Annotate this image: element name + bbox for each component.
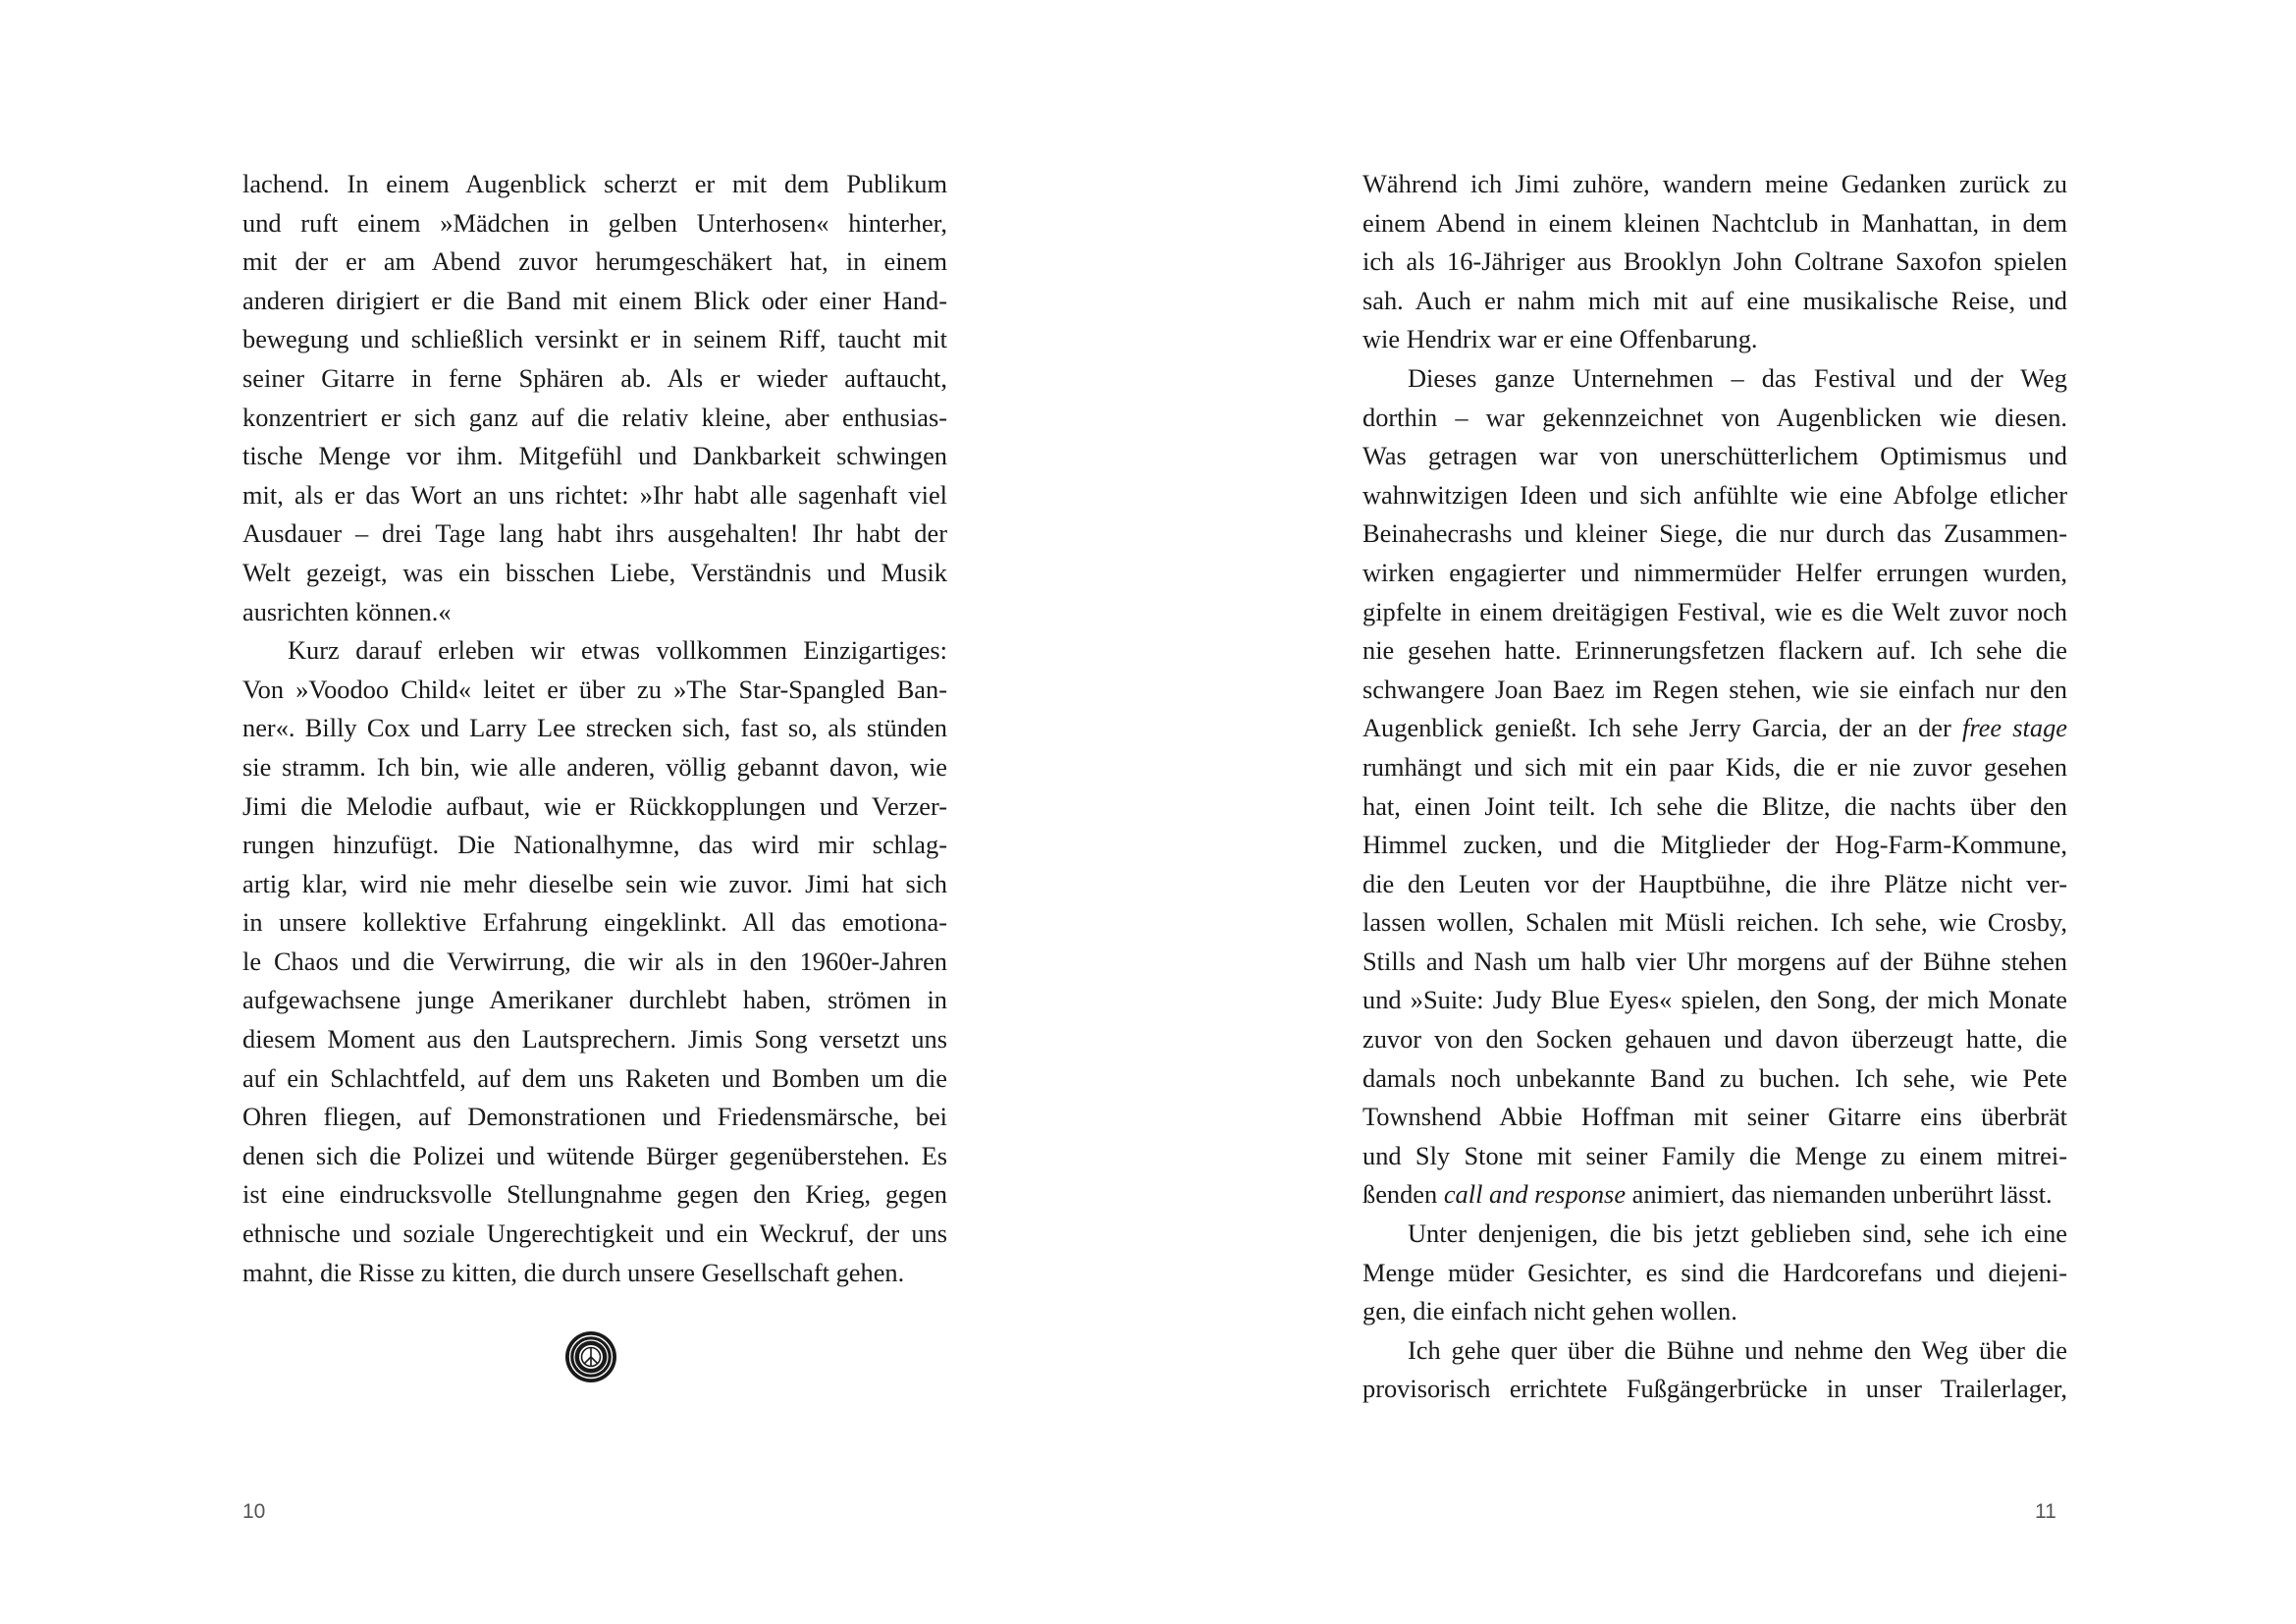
text-line: Von »Voodoo Child« leitet er über zu »The Star-Spangled Ban-	[242, 674, 947, 704]
text-line: und »Suite: Judy Blue Eyes« spielen, den Song, der mich Monate	[1362, 985, 2067, 1015]
text-line: aufgewachsene junge Amerikaner durchlebt haben, strömen in	[242, 985, 947, 1015]
text-line: hat, einen Joint teilt. Ich sehe die Blitze, die nachts über den	[1362, 790, 2067, 821]
italic-term: call and response	[1443, 1179, 1627, 1210]
text-line: ich als 16-Jähriger aus Brooklyn John Coltrane Saxofon spielen	[1362, 246, 2067, 277]
text-line: sie stramm. Ich bin, wie alle anderen, völlig gebannt davon, wie	[242, 751, 947, 782]
text-line: Menge müder Gesichter, es sind die Hardcorefans und diejeni-	[1362, 1257, 2067, 1287]
right-page	[1148, 0, 2296, 1624]
text-line: Townshend Abbie Hoffman mit seiner Gitarre eins überbrät	[1362, 1102, 2067, 1132]
text-line: einem Abend in einem kleinen Nachtclub in Manhattan, in dem	[1362, 207, 2067, 238]
text-line: Stills and Nash um halb vier Uhr morgens auf der Bühne stehen	[1362, 946, 2067, 976]
text-line: tische Menge vor ihm. Mitgefühl und Dankbarkeit schwingen	[242, 441, 947, 471]
text-line: wie Hendrix war er eine Offenbarung.	[1362, 324, 1758, 354]
right-page-text	[1362, 165, 2067, 1409]
text-line	[1362, 1175, 2067, 1215]
text-line: provisorisch errichtete Fußgängerbrücke in unser Trailerlager,	[1362, 1374, 2067, 1404]
text-line: mit, als er das Wort an uns richtet: »Ihr habt alle sagenhaft viel	[242, 479, 947, 510]
text-line: auf ein Schlachtfeld, auf dem uns Raketen und Bomben um die	[242, 1062, 947, 1093]
text-line: zuvor von den Socken gehauen und davon überzeugt hatte, die	[1362, 1024, 2067, 1055]
text-line: damals noch unbekannte Band zu buchen. Ich sehe, wie Pete	[1362, 1062, 2067, 1093]
text-line: die den Leuten vor der Hauptbühne, die ihre Plätze nicht ver-	[1362, 868, 2067, 898]
text-line: le Chaos und die Verwirrung, die wir als in den 1960er-Jahren	[242, 946, 947, 976]
text-run: Augenblick genießt. Ich sehe Jerry Garcia, der an der	[1362, 713, 1951, 743]
text-line: rungen hinzufügt. Die Nationalhymne, das wird mir schlag-	[242, 830, 947, 860]
text-line: konzentriert er sich ganz auf die relativ kleine, aber enthusias-	[242, 402, 947, 432]
text-line: denen sich die Polizei und wütende Bürger gegenüberstehen. Es	[242, 1140, 947, 1170]
text-line: Ich gehe quer über die Bühne und nehme den Weg über die	[1408, 1334, 2067, 1365]
text-line: ethnische und soziale Ungerechtigkeit und ein Weckruf, der uns	[242, 1218, 947, 1249]
text-line: Jimi die Melodie aufbaut, wie er Rückkopplungen und Verzer-	[242, 790, 947, 821]
text-line: schwangere Joan Baez im Regen stehen, wie sie einfach nur den	[1362, 674, 2067, 704]
text-line: Ausdauer – drei Tage lang habt ihrs ausgehalten! Ihr habt der	[242, 518, 947, 549]
text-line: rumhängt und sich mit ein paar Kids, die er nie zuvor gesehen	[1362, 751, 2067, 782]
text-line: und Sly Stone mit seiner Family die Menge zu einem mitrei-	[1362, 1140, 2067, 1170]
text-line: mahnt, die Risse zu kitten, die durch unsere Gesellschaft gehen.	[242, 1257, 905, 1287]
text-line: lassen wollen, Schalen mit Müsli reichen. Ich sehe, wie Crosby,	[1362, 907, 2067, 938]
text-line: mit der er am Abend zuvor herumgeschäkert hat, in einem	[242, 246, 947, 277]
text-line: Himmel zucken, und die Mitglieder der Hog-Farm-Kommune,	[1362, 830, 2067, 860]
text-line: gen, die einfach nicht gehen wollen.	[1362, 1296, 1737, 1326]
text-line: wahnwitzigen Ideen und sich anfühlte wie eine Abfolge etlicher	[1362, 479, 2067, 510]
text-line: lachend. In einem Augenblick scherzt er mit dem Publikum	[242, 169, 947, 198]
text-line: Unter denjenigen, die bis jetzt geblieben sind, sehe ich eine	[1408, 1218, 2067, 1249]
text-line: ist eine eindrucksvolle Stellungnahme gegen den Krieg, gegen	[242, 1179, 947, 1210]
page-number: 11	[2035, 1500, 2056, 1523]
text-line: Kurz darauf erleben wir etwas vollkommen Einzigartiges:	[288, 635, 947, 666]
text-run: animiert, das niemanden unberührt lässt.	[1631, 1179, 2053, 1210]
text-line: Dieses ganze Unternehmen – das Festival und der Weg	[1408, 362, 2067, 393]
text-line: ausrichten können.«	[242, 596, 452, 626]
text-line: ner«. Billy Cox und Larry Lee strecken sich, fast so, als stünden	[242, 713, 947, 743]
text-line: Während ich Jimi zuhöre, wandern meine Gedanken zurück zu	[1362, 169, 2067, 198]
text-line: artig klar, wird nie mehr dieselbe sein wie zuvor. Jimi hat sich	[242, 868, 947, 898]
text-line: wirken engagierter und nimmermüder Helfer errungen wurden,	[1362, 557, 2067, 587]
left-page-text	[242, 165, 947, 1292]
italic-term: free stage	[1962, 713, 2067, 743]
text-line: bewegung und schließlich versinkt er in seinem Riff, taucht mit	[242, 324, 947, 354]
text-line: sah. Auch er nahm mich mit auf eine musikalische Reise, und	[1362, 285, 2067, 315]
text-line: und ruft einem »Mädchen in gelben Unterhosen« hinterher,	[242, 207, 947, 238]
text-line: seiner Gitarre in ferne Sphären ab. Als er wieder auftaucht,	[242, 362, 947, 393]
text-line: in unsere kollektive Erfahrung eingeklinkt. All das emotiona-	[242, 907, 947, 938]
text-line: nie gesehen hatte. Erinnerungsfetzen flackern auf. Ich sehe die	[1362, 635, 2067, 666]
page-number: 10	[242, 1500, 266, 1523]
text-line: Beinahecrashs und kleiner Siege, die nur durch das Zusammen-	[1362, 518, 2067, 549]
text-line: gipfelte in einem dreitägigen Festival, wie es die Welt zuvor noch	[1362, 596, 2067, 626]
vinyl-record-peace-icon	[563, 1329, 618, 1384]
text-line: Ohren fliegen, auf Demonstrationen und Friedensmärsche, bei	[242, 1102, 947, 1132]
text-line: Was getragen war von unerschütterlichem Optimismus und	[1362, 441, 2067, 471]
text-line: dorthin – war gekennzeichnet von Augenblicken wie diesen.	[1362, 402, 2067, 432]
text-line: diesem Moment aus den Lautsprechern. Jimis Song versetzt uns	[242, 1024, 947, 1055]
text-run: ßenden	[1362, 1179, 1438, 1210]
text-line: Welt gezeigt, was ein bisschen Liebe, Verständnis und Musik	[242, 557, 947, 587]
text-line: anderen dirigiert er die Band mit einem Blick oder einer Hand-	[242, 285, 947, 315]
text-line	[1362, 709, 2067, 748]
